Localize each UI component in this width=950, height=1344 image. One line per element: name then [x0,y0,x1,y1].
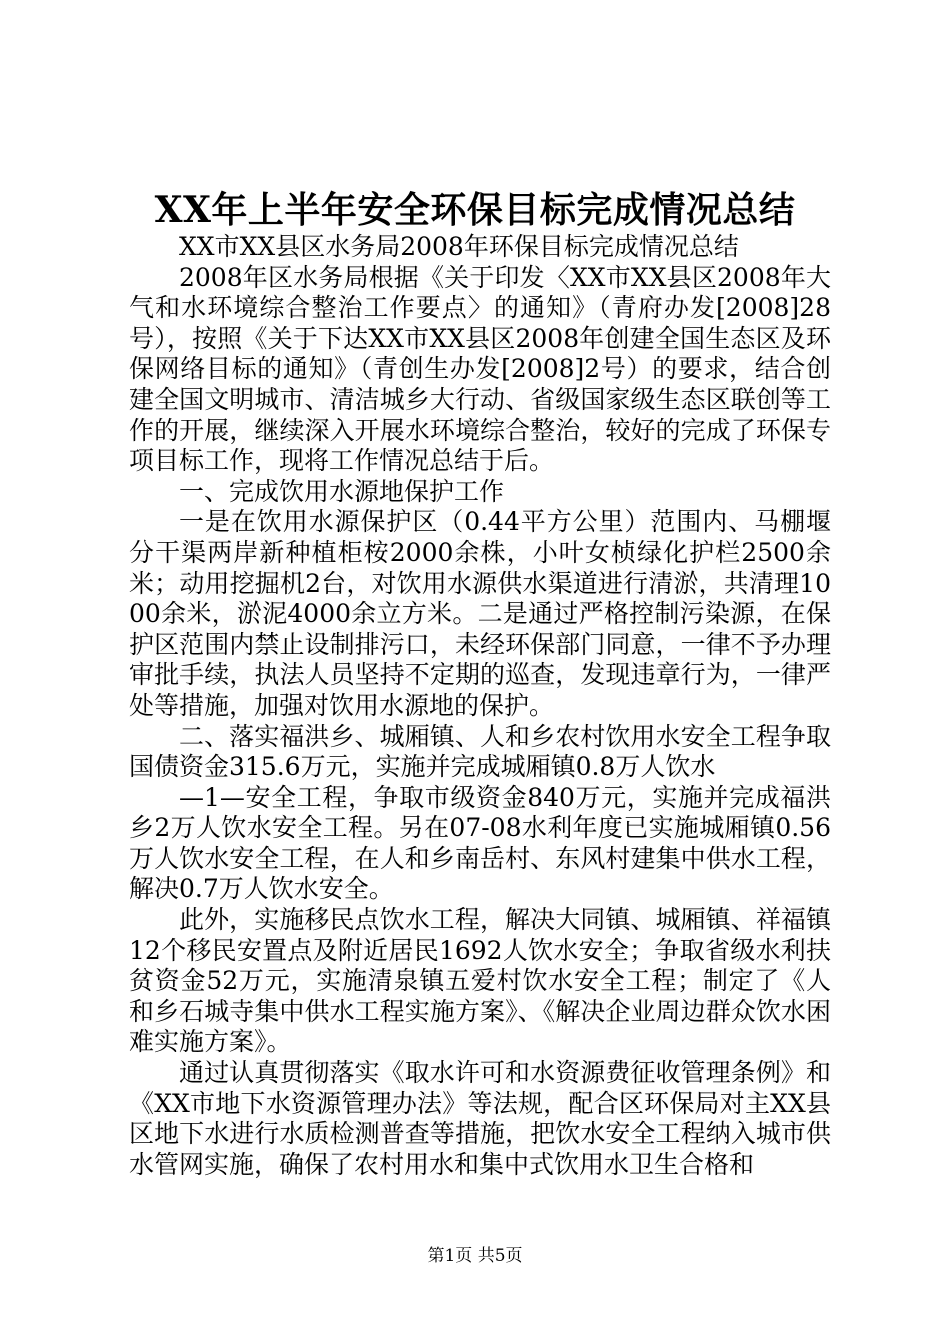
document-body [129,232,831,1180]
section-heading: 二、落实福洪乡、城厢镇、人和乡农村饮用水安全工程争取国债资金315.6万元，实施并完成城厢镇0.8万人饮水 [129,721,831,782]
body-paragraph: —1—安全工程，争取市级资金840万元，实施并完成福洪乡2万人饮水安全工程。另在07-08水利年度已实施城厢镇0.56万人饮水安全工程，在人和乡南岳村、东风村建集中供水工程，解决0.7万人饮水安全。 [129,782,831,904]
body-paragraph: 2008年区水务局根据《关于印发〈XX市XX县区2008年大气和水环境综合整治工作要点〉的通知》（青府办发[2008]28号），按照《关于下达XX市XX县区2008年创建全国生态区及环保网络目标的通知》（青创生办发[2008]2号）的要求，结合创建全国文明城市、清洁城乡大行动、省级国家级生态区联创等工作的开展，继续深入开展水环境综合整治，较好的完成了环保专项目标工作，现将工作情况总结于后。 [129,262,831,476]
body-paragraph: 此外，实施移民点饮水工程，解决大同镇、城厢镇、祥福镇12个移民安置点及附近居民1692人饮水安全；争取省级水利扶贫资金52万元，实施清泉镇五爱村饮水安全工程；制定了《人和乡石城寺集中供水工程实施方案》、《解决企业周边群众饮水困难实施方案》。 [129,905,831,1057]
body-paragraph: XX市XX县区水务局2008年环保目标完成情况总结 [179,232,739,261]
body-paragraph: 通过认真贯彻落实《取水许可和水资源费征收管理条例》和《XX市地下水资源管理办法》等法规，配合区环保局对主XX县区地下水进行水质检测普查等措施，把饮水安全工程纳入城市供水管网实施，确保了农村用水和集中式饮用水卫生合格和 [129,1058,831,1179]
body-paragraph: 一是在饮用水源保护区（0.44平方公里）范围内、马棚堰分干渠两岸新种植柜桉2000余株，小叶女桢绿化护栏2500余米；动用挖掘机2台，对饮用水源供水渠道进行清淤，共清理1000余米，淤泥4000余立方米。二是通过严格控制污染源，在保护区范围内禁止设制排污口，未经环保部门同意，一律不予办理审批手续，执法人员坚持不定期的巡查，发现违章行为，一律严处等措施，加强对饮用水源地的保护。 [129,507,831,720]
page-footer: 第1页 共5页 [427,1246,523,1266]
section-heading: 一、完成饮用水源地保护工作 [179,476,505,506]
document-title: XX年上半年安全环保目标完成情况总结 [154,189,796,231]
